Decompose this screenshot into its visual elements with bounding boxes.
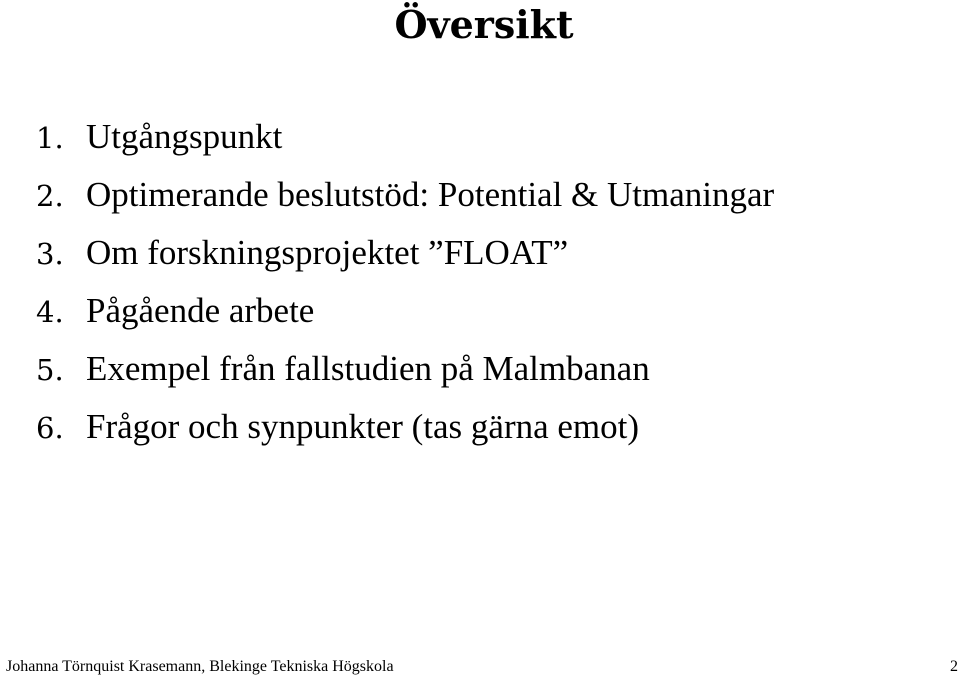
agenda-item-4	[36, 282, 774, 340]
agenda-item-text: Frågor och synpunkter (tas gärna emot)	[86, 407, 640, 446]
agenda-list	[36, 108, 774, 456]
agenda-item-number: 5.	[36, 353, 64, 387]
page-number: 2	[950, 658, 958, 675]
agenda-item-number: 3.	[36, 237, 64, 271]
agenda-item-text: Om forskningsprojektet ”FLOAT”	[86, 233, 569, 272]
agenda-item-text: Exempel från fallstudien på Malmbanan	[86, 349, 650, 388]
agenda-item-5	[36, 340, 774, 398]
agenda-item-2	[36, 166, 774, 224]
agenda-item-text: Utgångspunkt	[86, 117, 283, 156]
slide-title: Översikt	[394, 2, 574, 47]
agenda-item-text: Pågående arbete	[86, 291, 315, 330]
agenda-item-number: 6.	[36, 411, 64, 445]
footer-author: Johanna Törnquist Krasemann, Blekinge Tekniska Högskola	[6, 658, 394, 675]
agenda-item-1	[36, 108, 774, 166]
agenda-item-text: Optimerande beslutstöd: Potential & Utmaningar	[86, 175, 775, 214]
agenda-item-3	[36, 224, 774, 282]
agenda-item-number: 2.	[36, 179, 64, 213]
slide-footer	[0, 655, 960, 679]
agenda-item-number: 1.	[36, 121, 64, 155]
agenda-item-6	[36, 398, 774, 456]
agenda-item-number: 4.	[36, 295, 64, 329]
